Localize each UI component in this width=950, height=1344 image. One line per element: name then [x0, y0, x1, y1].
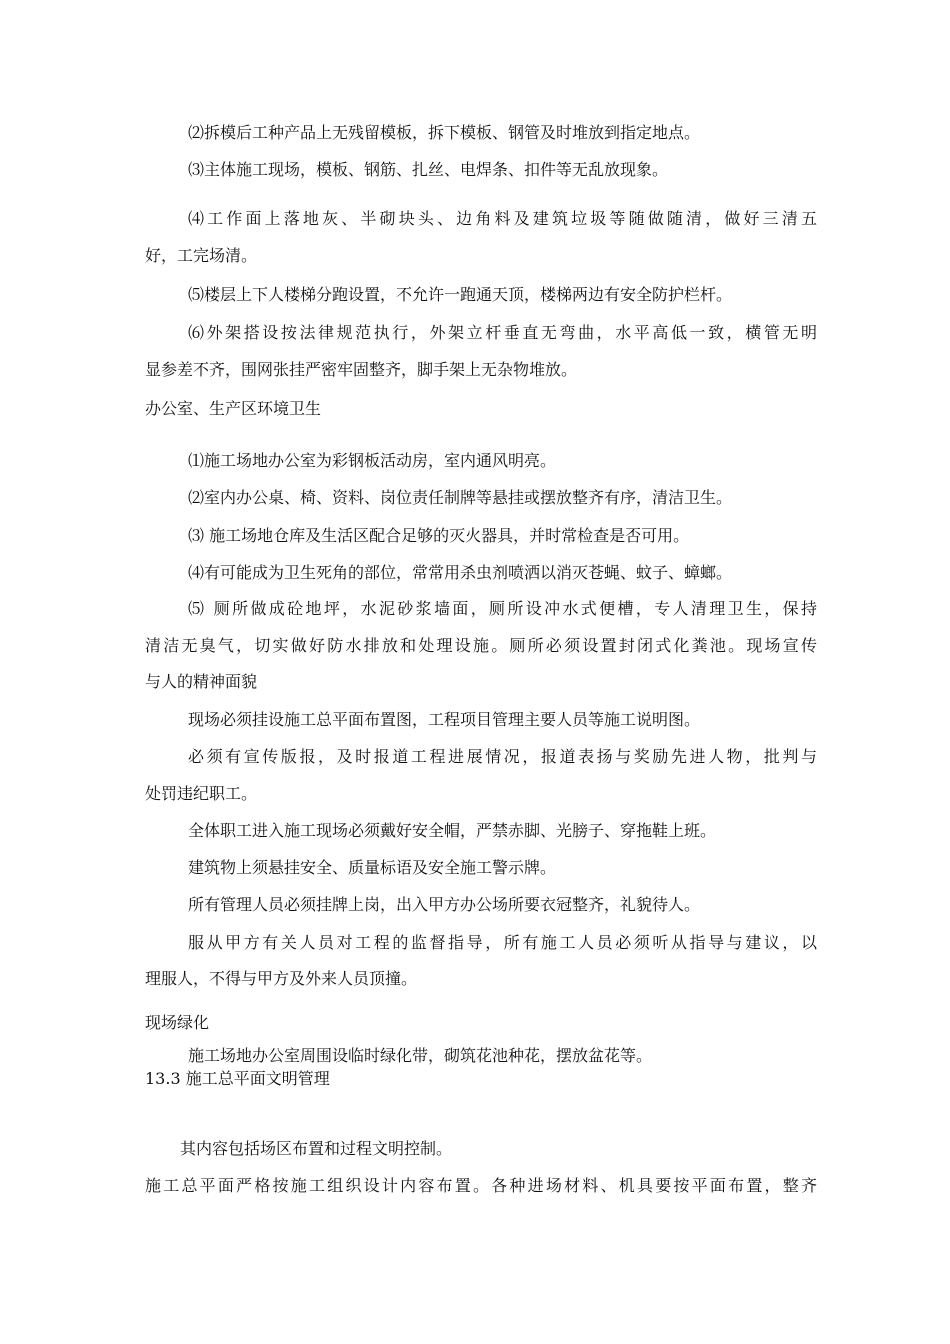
paragraph-line: 清洁无臭气，切实做好防水排放和处理设施。厕所必须设置封闭式化粪池。现场宣传	[145, 636, 817, 655]
paragraph-line: 理服人，不得与甲方及外来人员顶撞。	[145, 969, 418, 988]
paragraph-line: 好，工完场清。	[145, 246, 258, 265]
paragraph-line: ⑵室内办公桌、椅、资料、岗位责任制牌等悬挂或摆放整齐有序，清洁卫生。	[188, 488, 733, 507]
paragraph-line: 处罚违纪职工。	[145, 784, 258, 803]
paragraph-line: 显参差不齐，围网张挂严密牢固整齐，脚手架上无杂物堆放。	[145, 360, 578, 379]
paragraph-line: ⑷工作面上落地灰、半砌块头、边角料及建筑垃圾等随做随清，做好三清五	[188, 209, 817, 228]
paragraph-line: 服从甲方有关人员对工程的监督指导，所有施工人员必须听从指导与建议，以	[188, 933, 817, 952]
paragraph-line: 现场必须挂设施工总平面布置图，工程项目管理主要人员等施工说明图。	[188, 710, 701, 729]
paragraph-line: 施工场地办公室周围设临时绿化带，砌筑花池种花，摆放盆花等。	[188, 1046, 653, 1065]
section-heading: 办公室、生产区环境卫生	[145, 399, 322, 418]
paragraph-line: 建筑物上须悬挂安全、质量标语及安全施工警示牌。	[188, 858, 557, 877]
paragraph-line: ⑴施工场地办公室为彩钢板活动房，室内通风明亮。	[188, 451, 557, 470]
paragraph-line: 与人的精神面貌	[145, 672, 258, 691]
paragraph-line: ⑶主体施工现场，模板、钢筋、扎丝、电焊条、扣件等无乱放现象。	[188, 160, 669, 179]
paragraph-line: ⑸ 厕所做成砼地坪，水泥砂浆墙面，厕所设冲水式便槽，专人清理卫生，保持	[188, 599, 817, 618]
paragraph-line: ⑵拆模后工种产品上无残留模板，拆下模板、钢管及时堆放到指定地点。	[188, 123, 701, 142]
paragraph-line: ⑶ 施工场地仓库及生活区配合足够的灭火器具，并时常检查是否可用。	[188, 526, 690, 545]
paragraph-line: ⑷有可能成为卫生死角的部位，常常用杀虫剂喷洒以消灭苍蝇、蚊子、蟑螂。	[188, 563, 733, 582]
paragraph-line: 全体职工进入施工现场必须戴好安全帽，严禁赤脚、光膀子、穿拖鞋上班。	[188, 821, 717, 840]
paragraph-line: ⑸楼层上下人楼梯分跑设置，不允许一跑通天顶，楼梯两边有安全防护栏杆。	[188, 285, 733, 304]
paragraph-line: 其内容包括场区布置和过程文明控制。	[180, 1139, 453, 1158]
paragraph-line: 所有管理人员必须挂牌上岗，出入甲方办公场所要衣冠整齐，礼貌待人。	[188, 895, 701, 914]
paragraph-line: 施工总平面严格按施工组织设计内容布置。各种进场材料、机具要按平面布置，整齐	[145, 1176, 817, 1195]
paragraph-line: 必须有宣传版报，及时报道工程进展情况，报道表扬与奖励先进人物，批判与	[188, 747, 817, 766]
section-heading: 13.3 施工总平面文明管理	[145, 1069, 330, 1088]
paragraph-line: ⑹外架搭设按法律规范执行，外架立杆垂直无弯曲，水平高低一致，横管无明	[188, 323, 817, 342]
section-heading: 现场绿化	[145, 1013, 210, 1032]
